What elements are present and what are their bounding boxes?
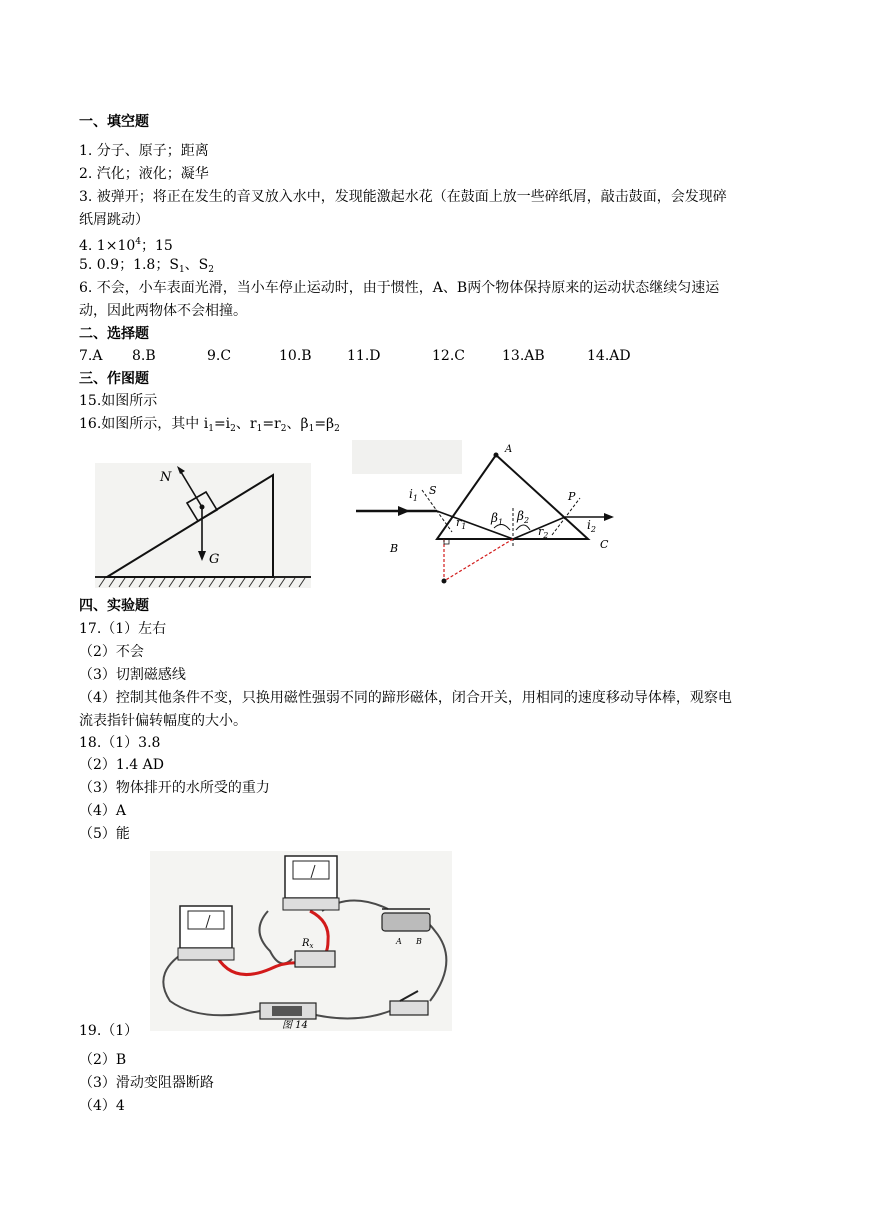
choice-9: 9.C <box>207 348 232 364</box>
answer-q4: 4. $1\times 10^4$；15 <box>79 237 173 254</box>
answer-q6-line1: 6. 不会，小车表面光滑，当小车停止运动时，由于惯性，A、B两个物体保持原来的运动状态继续匀速运 <box>79 280 720 296</box>
point-p: P <box>568 490 576 503</box>
answer-q17-2: （2）不会 <box>79 644 144 660</box>
choice-11: 11.D <box>347 348 381 364</box>
figure-caption: 图 14 <box>282 1020 308 1031</box>
point-s: S <box>429 484 437 497</box>
choice-7: 7.A <box>79 348 103 364</box>
choice-12: 12.C <box>432 348 465 364</box>
answer-q18-3: （3）物体排开的水所受的重力 <box>79 780 270 796</box>
prism-refraction-diagram <box>352 440 632 585</box>
vertex-a: A <box>505 444 513 455</box>
label-n: N <box>160 470 172 485</box>
rheostat-b: B <box>416 937 422 946</box>
image-point <box>442 579 447 584</box>
answer-q19-4: （4）4 <box>79 1098 125 1114</box>
answer-q19-2: （2）B <box>79 1052 127 1068</box>
answer-q17-4-line1: （4）控制其他条件不变，只换用磁性强弱不同的蹄形磁体，闭合开关，用相同的速度移动导体棒，观察电 <box>79 690 732 706</box>
choice-answers <box>79 346 699 366</box>
voltmeter-base <box>283 898 339 910</box>
answer-q19-3: （3）滑动变阻器断路 <box>79 1075 214 1091</box>
switch-base <box>390 1001 428 1015</box>
section-choice-heading: 二、选择题 <box>79 326 149 342</box>
answer-q17-1: 17.（1）左右 <box>79 621 167 637</box>
angle-i1: $i_1$ <box>409 487 418 503</box>
rheostat-coil <box>382 913 430 931</box>
apex-point <box>494 453 499 458</box>
incline-force-diagram <box>95 463 311 588</box>
answer-q3-line1: 3. 被弹开；将正在发生的音叉放入水中，发现能激起水花（在鼓面上放一些碎纸屑，敲击鼓面，会发现碎 <box>79 189 727 205</box>
battery-cell <box>272 1006 302 1016</box>
figure-background <box>95 463 311 588</box>
label-g: G <box>209 552 220 567</box>
answer-q18-1: 18.（1）3.8 <box>79 735 161 751</box>
circuit-diagram <box>150 851 452 1031</box>
choice-8: 8.B <box>132 348 156 364</box>
label-rx: $R_x$ <box>302 938 314 950</box>
angle-arc-b2 <box>516 525 530 530</box>
answer-q5: 5. 0.9；1.8；$S_1$、$S_2$ <box>79 257 214 275</box>
answer-q1: 1. 分子、原子；距离 <box>79 143 209 159</box>
section-drawing-heading: 三、作图题 <box>79 371 149 387</box>
image-construction-line <box>444 539 513 581</box>
scan-shade <box>352 440 462 474</box>
incident-arrowhead <box>398 506 410 516</box>
choice-10: 10.B <box>279 348 312 364</box>
answer-q17-4-line2: 流表指针偏转幅度的大小。 <box>79 713 247 729</box>
answer-q6-line2: 动，因此两物体不会相撞。 <box>79 303 247 319</box>
angle-r1: $r_1$ <box>456 516 467 531</box>
vertex-b: B <box>390 542 399 555</box>
ammeter-base <box>178 948 234 960</box>
choice-13: 13.AB <box>502 348 545 364</box>
choice-14: 14.AD <box>587 348 631 364</box>
answer-q18-5: （5）能 <box>79 826 130 842</box>
emergent-arrowhead <box>604 513 614 521</box>
vertex-c: C <box>600 538 609 551</box>
section-experiment-heading: 四、实验题 <box>79 598 149 614</box>
angle-i2: $i_2$ <box>587 518 596 534</box>
resistor-rx <box>295 951 335 967</box>
answer-q18-4: （4）A <box>79 803 127 819</box>
answer-q16: 16.如图所示，其中 $i_1=i_2$、$r_1=r_2$、$\beta_1=\beta_2$ <box>79 416 340 434</box>
answer-q17-3: （3）切割磁感线 <box>79 667 186 683</box>
answer-q15: 15.如图所示 <box>79 393 158 409</box>
answer-q3-line2: 纸屑跳动） <box>79 212 149 228</box>
angle-beta2: $\beta_2$ <box>517 509 530 525</box>
answer-q19-1: 19.（1） <box>79 1023 139 1039</box>
angle-beta1: $\beta_1$ <box>491 511 504 527</box>
answer-q18-2: （2）1.4 AD <box>79 757 164 773</box>
angle-r2: $r_2$ <box>538 525 549 540</box>
rheostat-a: A <box>396 937 402 946</box>
section-fill-heading: 一、填空题 <box>79 114 149 130</box>
answer-q2: 2. 汽化；液化；凝华 <box>79 166 209 182</box>
